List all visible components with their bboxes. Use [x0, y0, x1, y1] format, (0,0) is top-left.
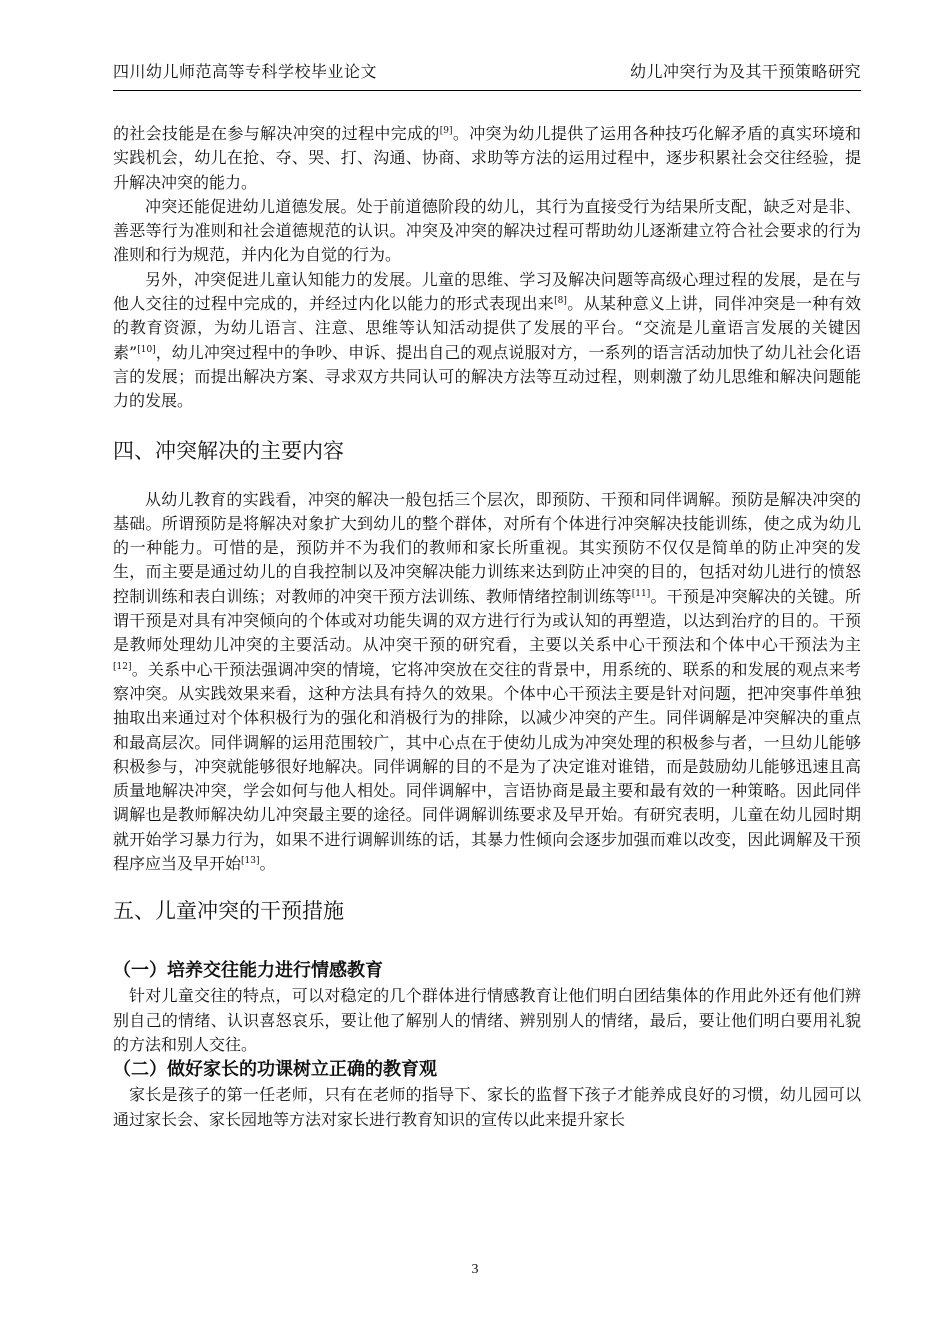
- header-right-title: 幼儿冲突行为及其干预策略研究: [629, 62, 861, 81]
- page-number: 3: [471, 1262, 479, 1277]
- citation: [9]: [439, 126, 453, 136]
- section-heading-5: 五、儿童冲突的干预措施: [113, 899, 344, 924]
- citation: [8]: [554, 296, 567, 307]
- citation: [11]: [631, 588, 651, 599]
- paragraph-social-skills: 的社会技能是在参与解决冲突的过程中完成的[9]。冲突为幼儿提供了运用各种技巧化解矛盾的真实环境和实践机会，幼儿在抢、夺、哭、打、沟通、协商、求助等方法的运用过程中，逐步积累社会交往经验，提升解决冲突的能力。: [113, 124, 861, 192]
- page-header: [113, 60, 861, 91]
- citation: [12]: [113, 661, 132, 672]
- citation: [13]: [241, 856, 260, 867]
- paragraph-cognitive-development: 另外，冲突促进儿童认知能力的发展。儿童的思维、学习及解决问题等高级心理过程的发展，是在与他人交往的过程中完成的，并经过内化以能力的形式表现出来[8]。从某种意义上讲，同伴冲突是一种有效的教育资源，为幼儿语言、注意、思维等认知活动提供了发展的平台。“交流是儿童语言发展的关键因素”[10]，幼儿冲突过程中的争吵、申诉、提出自己的观点说服对方，一系列的语言活动加快了幼儿社会化语言的发展；而提出解决方案、寻求双方共同认可的解决方法等互动过程，则刺激了幼儿思维和解决问题能力的发展。: [113, 269, 861, 411]
- header-left-title: 四川幼儿师范高等专科学校毕业论文: [113, 62, 378, 81]
- paragraph-moral-development: 冲突还能促进幼儿道德发展。处于前道德阶段的幼儿，其行为直接受行为结果所支配，缺乏对是非、善恶等行为准则和社会道德规范的认识。冲突及冲突的解决过程可帮助幼儿逐渐建立符合社会要求的行为准则和行为规范，并内化为自觉的行为。: [113, 196, 861, 265]
- paragraph-emotional-education: 针对儿童交往的特点，可以对稳定的几个群体进行情感教育让他们明白团结集体的作用此外还有他们辨别自己的情绪、认识喜怒哀乐，要让他了解别人的情绪、辨别别人的情绪，最后，要让他们明白要用礼貌的方法和别人交往。: [113, 986, 861, 1054]
- page-body: [113, 122, 861, 1132]
- subsection-heading-1: （一）培养交往能力进行情感教育: [113, 960, 383, 982]
- subsection-heading-2: （二）做好家长的功课树立正确的教育观: [113, 1059, 437, 1081]
- paragraph-parent-education: 家长是孩子的第一任老师，只有在老师的指导下、家长的监督下孩子才能养成良好的习惯，幼儿园可以通过家长会、家长园地等方法对家长进行教育知识的宣传以此来提升家长: [113, 1085, 861, 1129]
- paragraph-conflict-resolution-levels: 从幼儿教育的实践看，冲突的解决一般包括三个层次，即预防、干预和同伴调解。预防是解决冲突的基础。所谓预防是将解决对象扩大到幼儿的整个群体，对所有个体进行冲突解决技能训练，使之成为幼儿的一种能力。可惜的是，预防并不为我们的教师和家长所重视。其实预防不仅仅是简单的防止冲突的发生，而主要是通过幼儿的自我控制以及冲突解决能力训练来达到防止冲突的目的，包括对幼儿进行的愤怒控制训练和表白训练；对教师的冲突干预方法训练、教师情绪控制训练等[11]。干预是冲突解决的关键。所谓干预是对具有冲突倾向的个体或对功能失调的双方进行行为或认知的再塑造，以达到治疗的目的。干预是教师处理幼儿冲突的主要活动。从冲突干预的研究看，主要以关系中心干预法和个体中心干预法为主[12]。关系中心干预法强调冲突的情境，它将冲突放在交往的背景中，用系统的、联系的和发展的观点来考察冲突。从实践效果来看，这种方法具有持久的效果。个体中心干预法主要是针对问题，把冲突事件单独抽取出来通过对个体积极行为的强化和消极行为的排除，以减少冲突的产生。同伴调解是冲突解决的重点和最高层次。同伴调解的运用范围较广，其中心点在于使幼儿成为冲突处理的积极参与者，一旦幼儿能够积极参与，冲突就能够很好地解决。同伴调解的目的不是为了决定谁对谁错，而是鼓励幼儿能够迅速且高质量地解决冲突，学会如何与他人相处。同伴调解中，言语协商是最主要和最有效的一种策略。因此同伴调解也是教师解决幼儿冲突最主要的途径。同伴调解训练要求及早开始。有研究表明，儿童在幼儿园时期就开始学习暴力行为，如果不进行调解训练的话，其暴力性倾向会逐步加强而难以改变，因此调解及干预程序应当及早开始[13]。: [113, 489, 861, 874]
- section-heading-4: 四、冲突解决的主要内容: [113, 438, 344, 463]
- citation: [10]: [137, 344, 156, 355]
